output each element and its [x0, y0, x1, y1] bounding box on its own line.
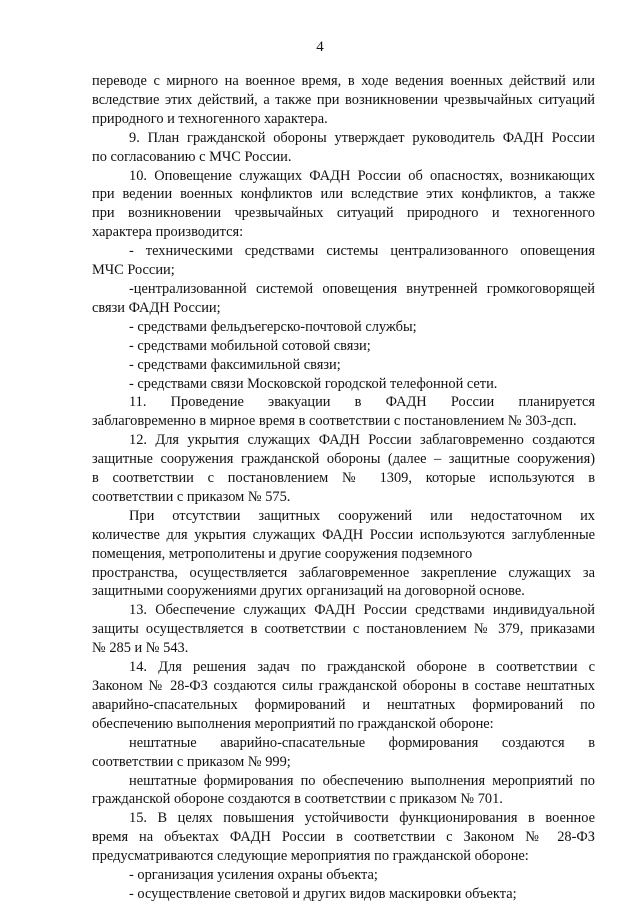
text-line: нештатные аварийно-спасательные формирования создаются в — [129, 734, 595, 751]
text-line: № 285 и № 543. — [92, 640, 189, 657]
text-line: время на объектах ФАДН России в соответствии с Законом № 28-ФЗ — [92, 829, 595, 846]
text-line: 12. Для укрытия служащих ФАДН России заблаговременно создаются — [129, 432, 595, 449]
text-line: - осуществление световой и других видов маскировки объекта; — [129, 885, 517, 902]
text-line: - организация усиления охраны объекта; — [129, 867, 378, 884]
text-line: связи ФАДН России; — [92, 299, 221, 316]
text-line: защиты осуществляется в соответствии с постановлением № 379, приказами — [92, 621, 595, 638]
text-line: нештатные формирования по обеспечению выполнения мероприятий по — [129, 772, 595, 789]
text-line: - техническими средствами системы централизованного оповещения — [129, 243, 595, 260]
text-line: по согласованию с МЧС России. — [92, 148, 292, 165]
text-line: природного и техногенного характера. — [92, 110, 328, 127]
text-line: при возникновении чрезвычайных ситуаций природного и техногенного — [92, 205, 595, 222]
text-line: При отсутствии защитных сооружений или недостаточном их — [129, 507, 595, 524]
text-line: - средствами связи Московской городской телефонной сети. — [129, 375, 498, 392]
text-line: соответствии с приказом № 999; — [92, 753, 291, 770]
text-line: защитными сооружениями других организаций на договорной основе. — [92, 583, 525, 600]
text-line: в соответствии с постановлением № 1309, которые используются в — [92, 470, 595, 487]
text-line: обеспечению выполнения мероприятий по гражданской обороне: — [92, 715, 494, 732]
text-line: - средствами фельдъегерско-почтовой службы; — [129, 318, 417, 335]
text-line: переводе с мирного на военное время, в ходе ведения военных действий или — [92, 73, 595, 89]
text-line: при ведении военных конфликтов или вследствие этих конфликтов, а также — [92, 186, 595, 203]
text-line: 10. Оповещение служащих ФАДН России об опасностях, возникающих — [129, 167, 595, 184]
page-number: 4 — [316, 39, 324, 55]
text-line: МЧС России; — [92, 262, 175, 279]
text-line: 11. Проведение эвакуации в ФАДН России планируется — [129, 394, 595, 411]
text-line: пространства, осуществляется заблаговременное закрепление служащих за — [92, 564, 595, 581]
text-line: гражданской обороне создаются в соответствии с приказом № 701. — [92, 791, 503, 808]
text-line: - средствами факсимильной связи; — [129, 356, 341, 373]
text-line: 14. Для решения задач по гражданской обороне в соответствии с — [129, 659, 595, 676]
text-line: -централизованной системой оповещения внутренней громкоговорящей — [129, 280, 595, 297]
text-line: 9. План гражданской обороны утверждает руководитель ФАДН России — [129, 129, 595, 146]
text-line: Законом № 28-ФЗ создаются силы гражданской обороны в составе нештатных — [92, 678, 595, 694]
text-line: количестве для укрытия служащих ФАДН России используются заглубленные — [92, 526, 595, 543]
text-line: соответствии с приказом № 575. — [92, 488, 291, 505]
text-line: аварийно-спасательных формирований и нештатных формирований по — [92, 696, 595, 713]
text-line: предусматриваются следующие мероприятия по гражданской обороне: — [92, 848, 529, 865]
text-line: 13. Обеспечение служащих ФАДН России средствами индивидуальной — [129, 602, 595, 619]
text-line: заблаговременно в мирное время в соответствии с постановлением № 303-дсп. — [92, 413, 577, 430]
text-line: 15. В целях повышения устойчивости функционирования в военное — [129, 810, 595, 827]
text-line: - средствами мобильной сотовой связи; — [129, 337, 371, 354]
text-line: защитные сооружения гражданской обороны (далее – защитные сооружения) — [92, 451, 595, 468]
text-line: помещения, метрополитены и другие сооружения подземного — [92, 545, 473, 562]
text-line: вследствие этих действий, а также при возникновении чрезвычайных ситуаций — [92, 91, 595, 108]
text-line: характера производится: — [92, 224, 244, 241]
document-body — [92, 72, 595, 904]
